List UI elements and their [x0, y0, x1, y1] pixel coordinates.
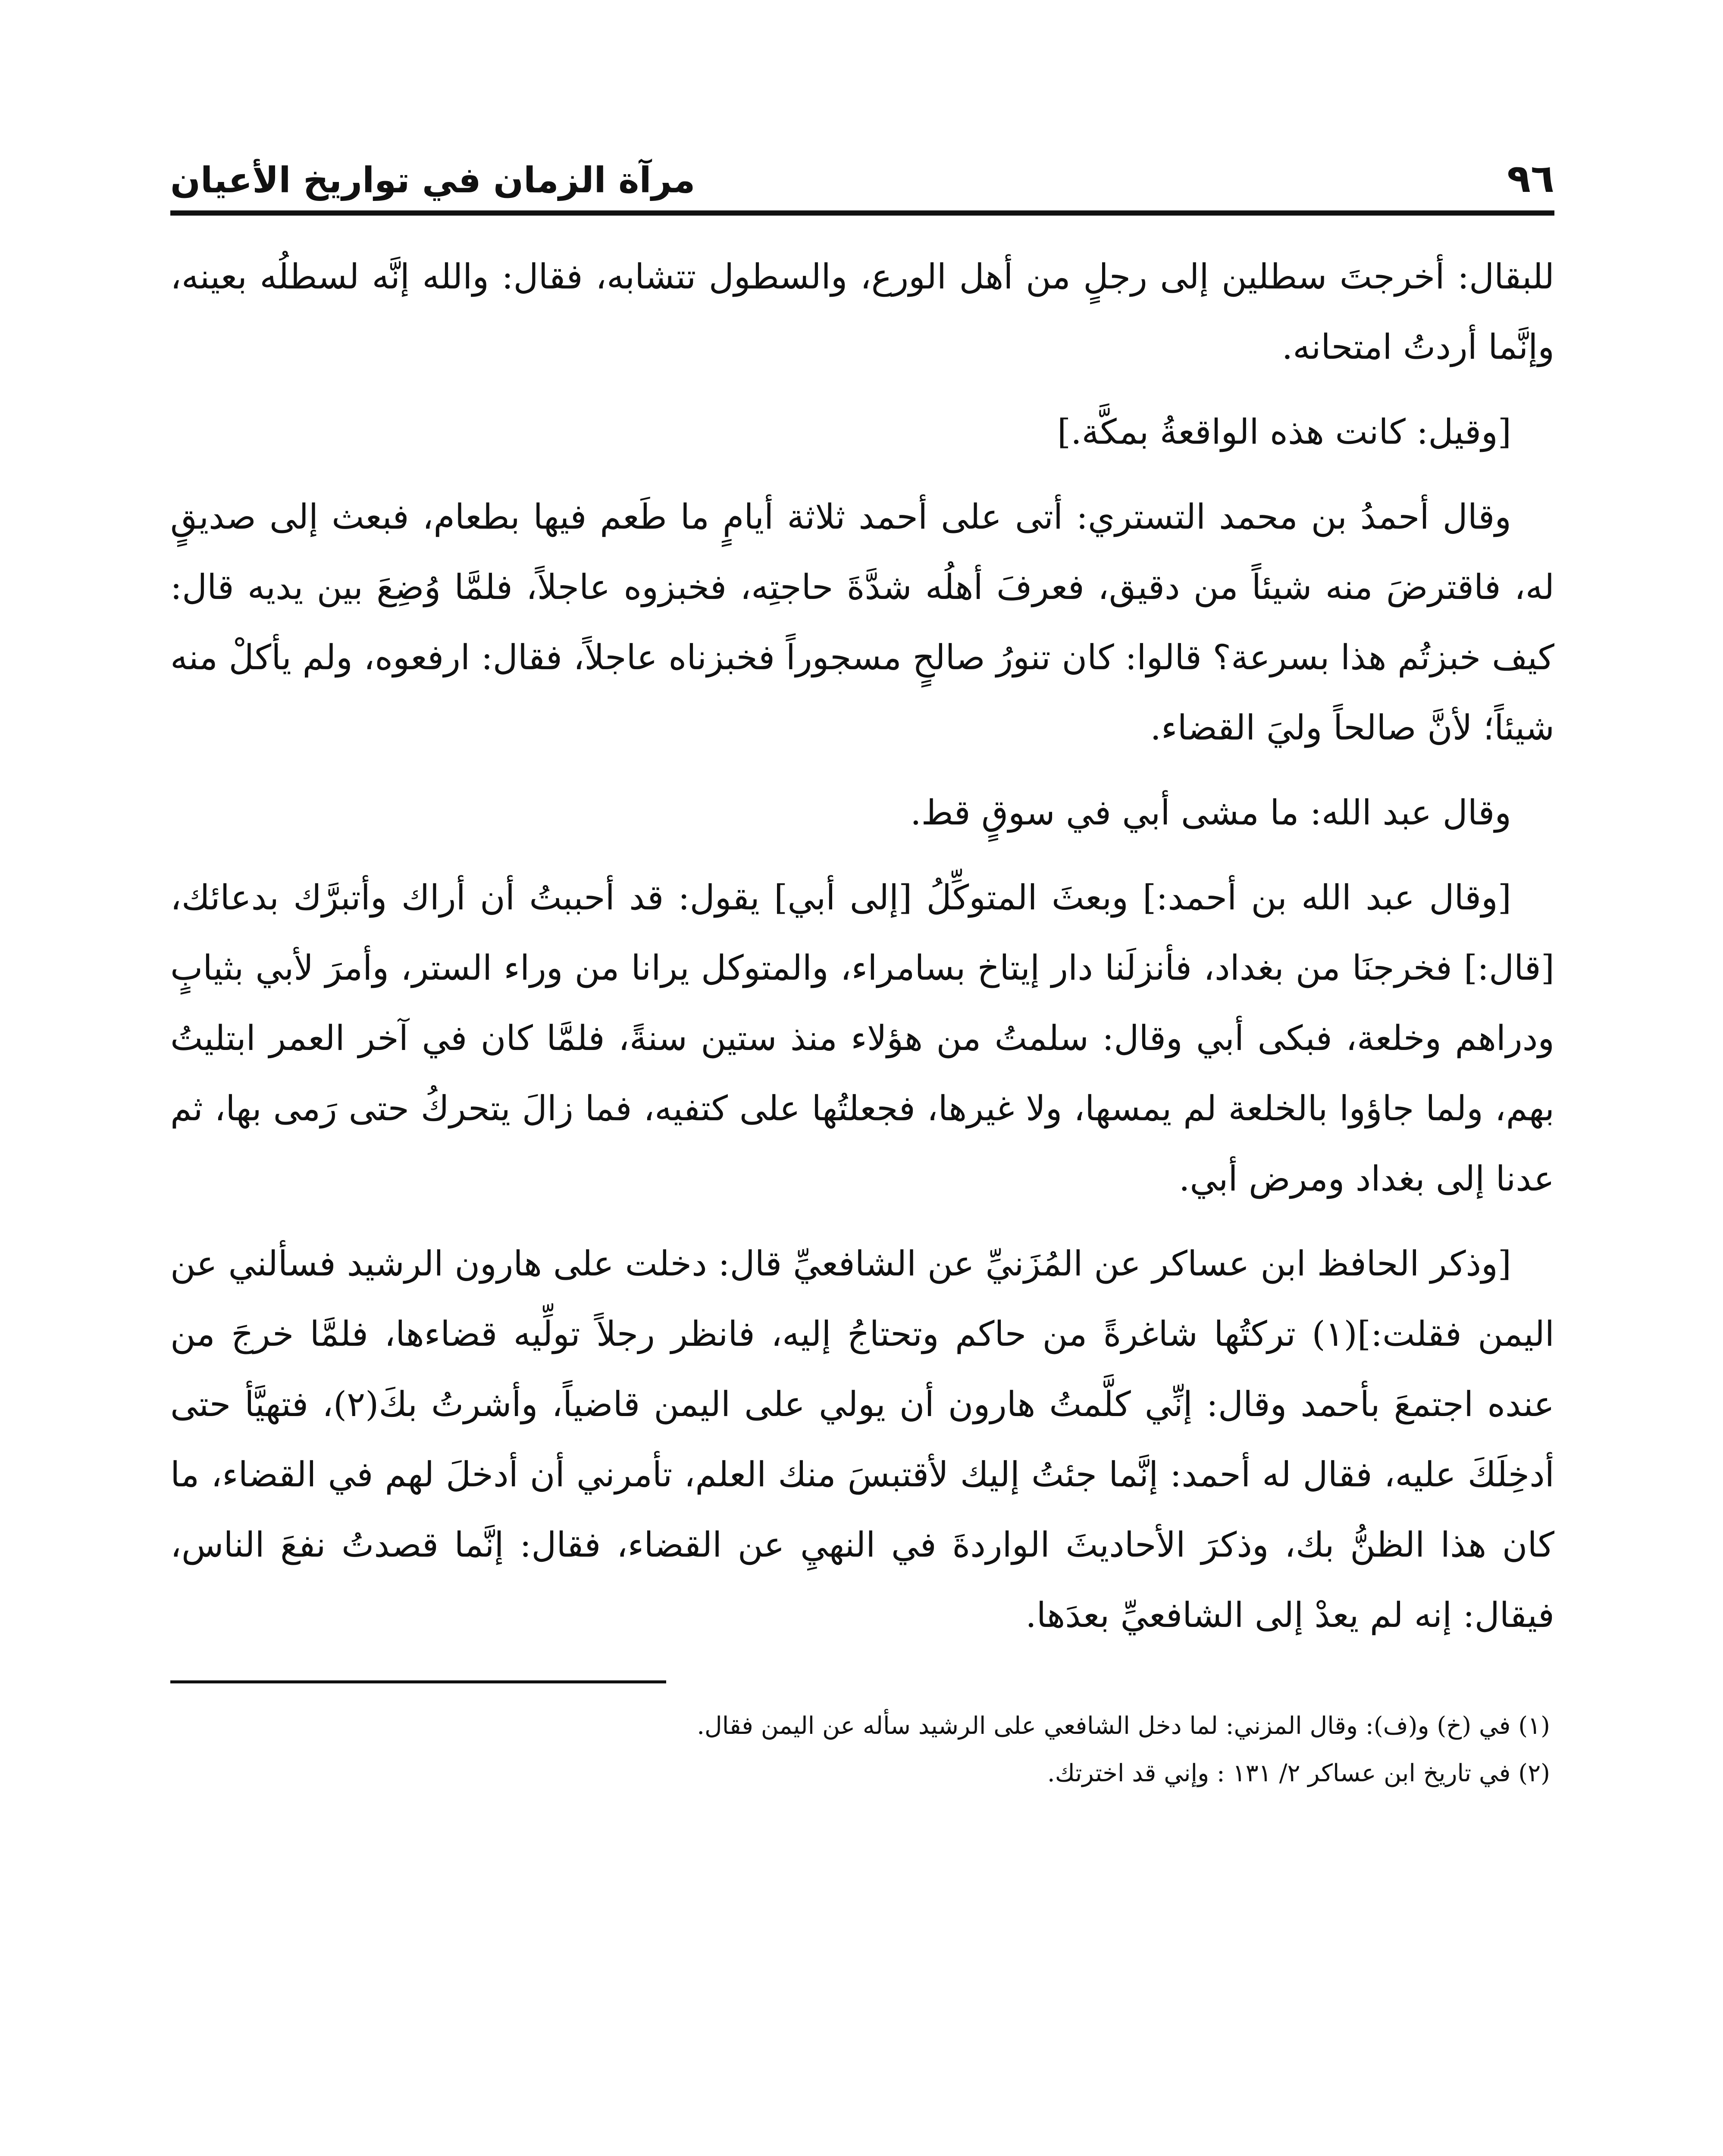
footnote-2: (٢) في تاريخ ابن عساكر ٢/ ١٣١ : وإني قد اخترتك. — [1047, 1759, 1550, 1787]
paragraph: [وذكر الحافظ ابن عساكر عن المُزَنيِّ عن الشافعيِّ قال: دخلت على هارون الرشيد فسألني عن اليمن فقلت:](١) تركتُها شاغرةً من حاكم وتحتاجُ إليه، فانظر رجلاً تولِّيه قضاءها، فلمَّا خرجَ من عنده اجتمعَ بأحمد وقال: إنِّي كلَّمتُ هارون أن يولي على اليمن قاضياً، وأشرتُ بكَ(٢)، فتهيَّأ حتى أدخِلَكَ عليه، فقال له أحمد: إنَّما جئتُ إليك لأقتبسَ منك العلم، تأمرني أن أدخلَ لهم في القضاء، ما كان هذا الظنُّ بك، وذكرَ الأحاديثَ الواردةَ في النهيِ عن القضاء، فقال: إنَّما قصدتُ نفعَ الناس، فيقال: إنه لم يعدْ إلى الشافعيِّ بعدَها. — [170, 1244, 1555, 1635]
paragraph: [وقال عبد الله بن أحمد:] وبعثَ المتوكِّلُ [إلى أبي] يقول: قد أحببتُ أن أراك وأتبرَّك بدعائك، [قال:] فخرجنَا من بغداد، فأنزلَنا دار إيتاخ بسامراء، والمتوكل يرانا من وراء الستر، وأمرَ لأبي بثيابٍ ودراهم وخلعة، فبكى أبي وقال: سلمتُ من هؤلاء منذ ستين سنةً، فلمَّا كان في آخر العمر ابتليتُ بهم، ولما جاؤوا بالخلعة لم يمسها، ولا غيرها، فجعلتُها على كتفيه، فما زالَ يتحركُ حتى رَمى بها، ثم عدنا إلى بغداد ومرض أبي. — [170, 877, 1555, 1199]
footnote-1: (١) في (خ) و(ف): وقال المزني: لما دخل الشافعي على الرشيد سأله عن اليمن فقال. — [697, 1712, 1550, 1740]
running-header — [170, 129, 1554, 216]
book-page — [170, 129, 1554, 2156]
footnote-separator-wrap — [170, 1665, 1554, 1702]
paragraph-continuation: للبقال: أخرجتَ سطلين إلى رجلٍ من أهل الورع، والسطول تتشابه، فقال: والله إنَّه لسطلُه بعينه، وإنَّما أردتُ امتحانه. — [170, 257, 1554, 367]
paragraph: وقال عبد الله: ما مشى أبي في سوقٍ قط. — [910, 793, 1511, 833]
paragraph: وقال أحمدُ بن محمد التستري: أتى على أحمد ثلاثة أيامٍ ما طَعم فيها بطعام، فبعث إلى صديقٍ له، فاقترضَ منه شيئاً من دقيق، فعرفَ أهلُه شدَّةَ حاجتِه، فخبزوه عاجلاً، فلمَّا وُضِعَ بين يديه قال: كيف خبزتُم هذا بسرعة؟ قالوا: كان تنورُ صالحٍ مسجوراً فخبزناه عاجلاً، فقال: ارفعوه، ولم يأكلْ منه شيئاً؛ لأنَّ صالحاً وليَ القضاء. — [170, 497, 1554, 748]
book-title: مرآة الزمان في تواريخ الأعيان — [170, 160, 695, 201]
footnote-separator — [170, 1680, 666, 1683]
paragraph: [وقيل: كانت هذه الواقعةُ بمكَّة.] — [1057, 412, 1511, 452]
footnotes — [170, 1702, 1554, 1797]
page-number: ٩٦ — [1507, 156, 1554, 201]
main-text — [170, 241, 1554, 1650]
